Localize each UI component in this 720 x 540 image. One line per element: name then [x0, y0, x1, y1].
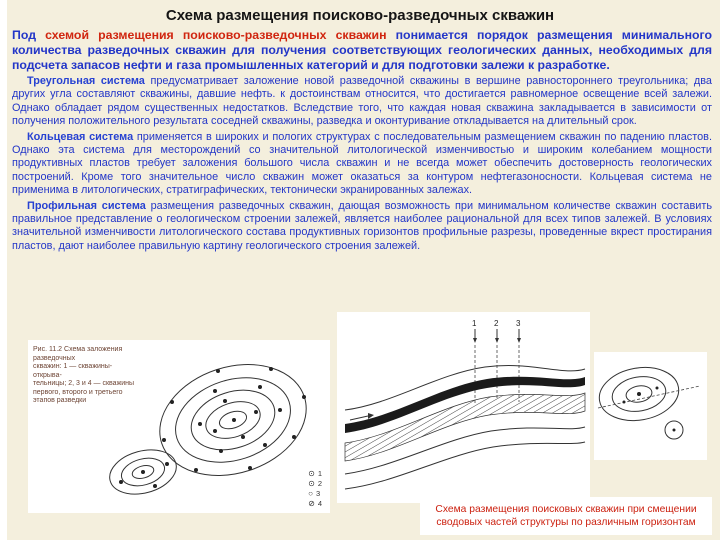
- figure-caption-box: [420, 497, 712, 535]
- profile-system-lead: Профильная система: [27, 199, 146, 212]
- well-type-legend: [308, 469, 322, 508]
- svg-text:2: 2: [494, 319, 499, 328]
- triangular-system-lead: Треугольная система: [27, 75, 145, 87]
- figure-caption-text: Схема размещения поисковых скважин при смещении сводовых частей структуры по различным горизонтам: [435, 504, 697, 528]
- legend-row: [308, 479, 322, 488]
- axis-dashed-line: [598, 386, 700, 408]
- caption-line: первого, второго и третьего: [33, 388, 123, 396]
- profile-system-paragraph: [12, 200, 712, 254]
- text-column: [12, 28, 712, 253]
- definition-paragraph: [12, 28, 712, 73]
- legend-number: 2: [317, 479, 322, 488]
- well-symbol-icon: ○: [308, 488, 313, 498]
- definition-body: понимается порядок размещения минимального количества разведочных скважин для получения соответствующих геологических данных, необходимых для подсчета запасов нефти и газа промышленных категорий и для подготовки залежи к разработке.: [12, 28, 712, 72]
- figure-11-2-caption: [33, 346, 137, 406]
- legend-number: 3: [315, 489, 321, 498]
- svg-text:1: 1: [472, 319, 477, 328]
- cross-section-figure: [337, 312, 590, 503]
- horizon-number-labels: [472, 319, 521, 328]
- well-symbol-icon: ⊘: [308, 498, 315, 508]
- profile-system-body: размещения разведочных скважин, дающая возможность при минимальном количестве скважин составить правильное представление о геологическом строении залежей, является наиболее рациональной для всех типов залежей. В условиях значительной изменчивости литологического состава продуктивных горизонтов профильные разрезы, проведенные вкрест простирания пластов, дают наиболее правильную картину геологического строения залежей.: [12, 199, 712, 252]
- triangular-system-paragraph: [12, 75, 712, 129]
- caption-line: Рис. 11.2 Схема заложения разведочных: [33, 346, 123, 362]
- legend-row: [308, 499, 322, 508]
- hatched-stratum-band: [345, 393, 585, 461]
- svg-text:3: 3: [516, 319, 521, 328]
- legend-number: 1: [317, 469, 322, 478]
- legend-row: [308, 469, 322, 478]
- caption-line: скважин: 1 — скважины-открыва-: [33, 363, 113, 379]
- ring-system-lead: Кольцевая система: [27, 130, 134, 143]
- shifted-crest-figure: [594, 352, 707, 460]
- caption-line: тельницы; 2, 3 и 4 — скважины: [33, 380, 135, 387]
- ring-placement-figure: [28, 340, 330, 513]
- page-left-margin: [0, 0, 7, 540]
- well-dots: [623, 387, 659, 404]
- shifted-crest-circle: [665, 421, 683, 439]
- anticline-section-diagram: [337, 312, 590, 503]
- label-arrows: [473, 329, 521, 343]
- caption-line: этапов разведки: [33, 397, 87, 404]
- definition-term: схемой размещения поисково-разведочных скважин: [45, 28, 387, 42]
- triangular-system-body: предусматривает заложение новой разведочной скважины в вершине равностороннего треугольника; два других угла составляют скважины, давшие нефть. к достоинствам относится, что достигается равномерное освещение всей залежи. Однако обладает рядом существенных недостатков. Вследствие того, что каждая новая скважина закладывается в зависимости от получения положительного результата соседней скважины, разведка и оконтуривание откладывается на длительный срок.: [12, 75, 712, 128]
- structure-contours-diagram: [594, 352, 707, 460]
- page-title: Схема размещения поисково-разведочных скважин: [165, 7, 555, 24]
- ring-system-body: применяется в широких и пологих структурах с последовательным размещением скважин по падению пластов. Однако эта система для месторождений со значительной литологической изменчивостью и широким колебанием мощности продуктивных пластов требует заложения большого числа скважин и не всегда может обеспечить достоверность геологических построений. Кроме того значительное число скважин может оказаться за контуром нефтегазоносности. Кольцевая система не применима в литологических, стратиграфических, тектонически экранированных залежах.: [12, 130, 712, 197]
- ring-system-paragraph: [12, 131, 712, 198]
- legend-row: [308, 489, 322, 498]
- legend-number: 4: [317, 499, 322, 508]
- definition-prefix: Под: [12, 28, 46, 42]
- well-symbol-icon: ⊙: [308, 478, 315, 488]
- well-symbol-icon: ⊙: [308, 468, 315, 478]
